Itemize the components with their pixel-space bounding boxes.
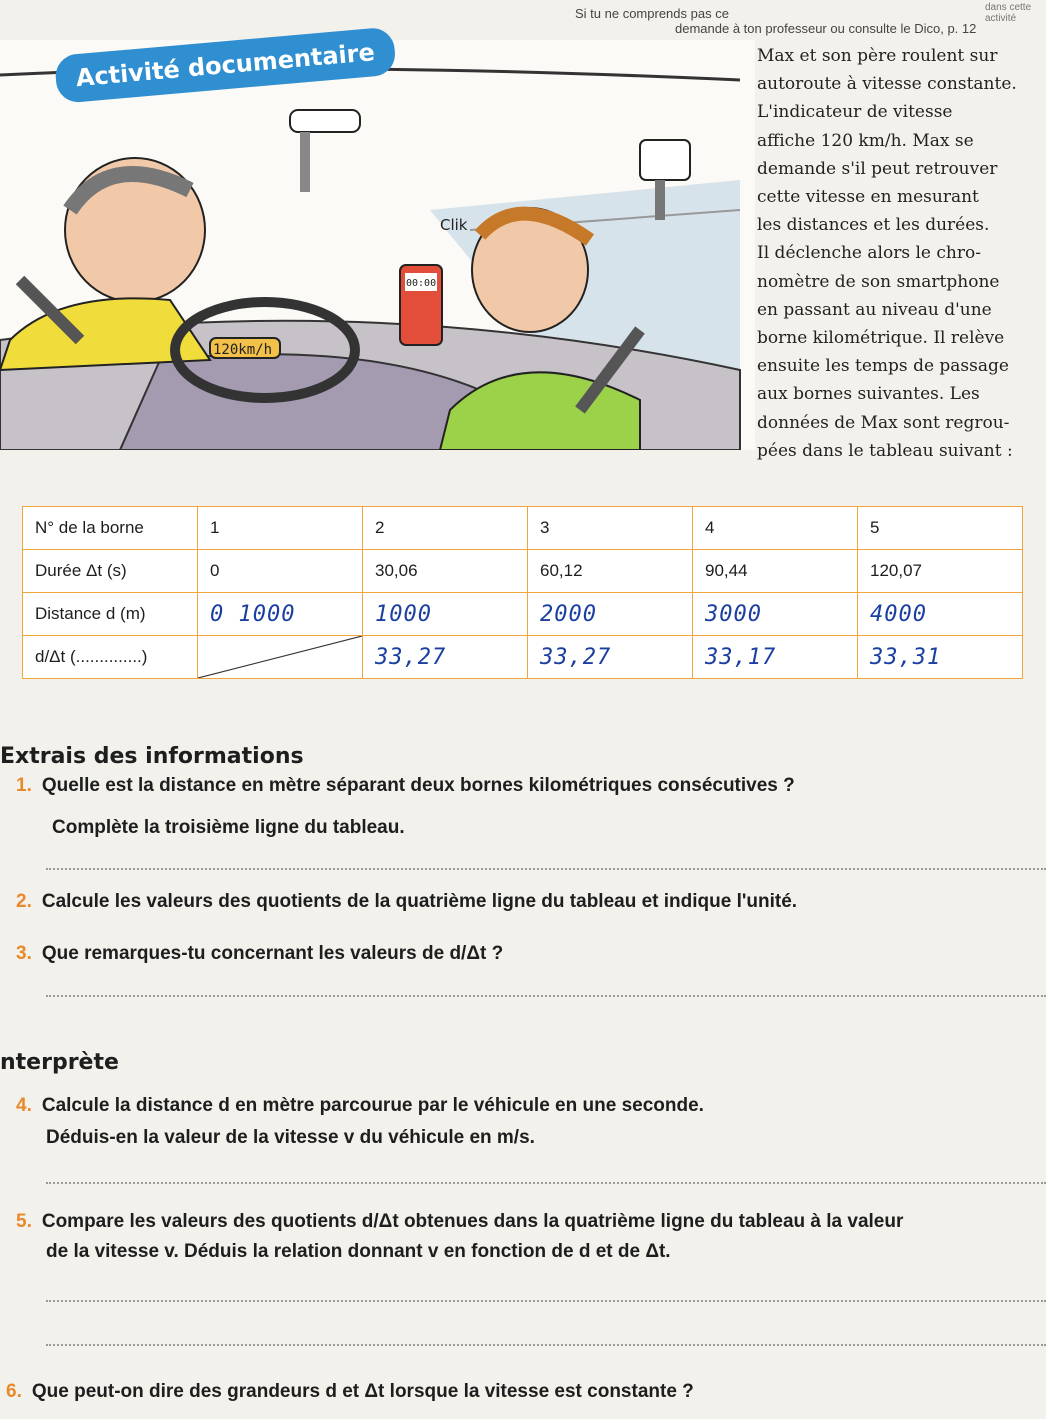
section-title-extrais: Extrais des informations	[0, 744, 304, 769]
intro-line: Il déclenche alors le chro-	[757, 243, 981, 264]
question-number: 1.	[16, 775, 32, 796]
intro-line: autoroute à vitesse constante.	[757, 74, 1017, 95]
question-1-sub: Complète la troisième ligne du tableau.	[52, 817, 405, 838]
intro-text	[757, 42, 1027, 465]
question-4-sub: Déduis-en la valeur de la vitesse v du véhicule en m/s.	[46, 1127, 535, 1148]
help-note-line2: demande à ton professeur ou consulte le Dico, p. 12	[675, 21, 977, 36]
intro-line: affiche 120 km/h. Max se	[757, 130, 974, 151]
activity-title: Activité documentaire	[54, 26, 397, 103]
crossed-cell	[198, 636, 362, 678]
cell-distance-4[interactable]: 3000	[693, 593, 858, 636]
intro-line: cette vitesse en mesurant	[757, 187, 979, 208]
answer-line[interactable]	[46, 868, 1046, 870]
intro-line: ensuite les temps de passage	[757, 356, 1009, 377]
intro-line: Max et son père roulent sur	[757, 46, 998, 66]
question-4	[16, 1092, 1036, 1119]
cell-borne-5: 5	[858, 507, 1023, 550]
intro-line: pées dans le tableau suivant :	[757, 440, 1013, 461]
question-text: Calcule les valeurs des quotients de la quatrième ligne du tableau et indique l'unité.	[41, 891, 798, 912]
cell-borne-3: 3	[528, 507, 693, 550]
cell-duree-3: 60,12	[528, 550, 693, 593]
question-text: Calcule la distance d en mètre parcourue par le véhicule en une seconde.	[41, 1095, 704, 1116]
question-3	[16, 940, 1036, 967]
table-row-bornes	[23, 507, 1023, 550]
answer-line[interactable]	[46, 995, 1046, 997]
help-note	[575, 6, 976, 36]
question-number: 2.	[16, 891, 32, 912]
cell-quotient-1	[198, 636, 363, 679]
speed-display: 120km/h	[213, 342, 273, 358]
data-table-area	[0, 466, 1046, 681]
cell-borne-4: 4	[693, 507, 858, 550]
answer-line[interactable]	[46, 1300, 1046, 1302]
intro-line: L'indicateur de vitesse	[757, 102, 953, 123]
click-text: Clik	[440, 216, 468, 234]
data-table	[22, 506, 1023, 679]
question-text: Quelle est la distance en mètre séparant deux bornes kilométriques consécutives ?	[41, 775, 795, 796]
intro-line: demande s'il peut retrouver	[757, 158, 998, 179]
intro-line: nomètre de son smartphone	[757, 271, 1000, 292]
cell-duree-4: 90,44	[693, 550, 858, 593]
question-1	[16, 772, 1036, 799]
question-number: 5.	[16, 1211, 32, 1232]
question-5	[16, 1208, 1036, 1235]
intro-line: données de Max sont regrou-	[757, 412, 1010, 433]
cell-distance-3[interactable]: 2000	[528, 593, 693, 636]
question-2	[16, 888, 1036, 915]
table-row-quotients	[23, 636, 1023, 679]
car-illustration	[0, 40, 755, 450]
intro-line: les distances et les durées.	[757, 215, 990, 236]
cell-duree-5: 120,07	[858, 550, 1023, 593]
corner-note: dans cette activité	[985, 2, 1032, 24]
cell-borne-2: 2	[363, 507, 528, 550]
question-5-sub: de la vitesse v. Déduis la relation donnant v en fonction de d et de Δt.	[46, 1241, 671, 1262]
intro-line: en passant au niveau d'une	[757, 299, 992, 320]
answer-line[interactable]	[46, 1344, 1046, 1346]
cell-distance-5[interactable]: 4000	[858, 593, 1023, 636]
cell-duree-1: 0	[198, 550, 363, 593]
question-6	[6, 1378, 1026, 1405]
intro-line: aux bornes suivantes. Les	[757, 384, 980, 405]
help-note-line1: Si tu ne comprends pas ce	[575, 6, 729, 21]
cell-distance-1[interactable]: 0 1000	[198, 593, 363, 636]
cell-quotient-4[interactable]: 33,17	[693, 636, 858, 679]
cell-duree-2: 30,06	[363, 550, 528, 593]
question-number: 6.	[6, 1381, 22, 1402]
question-number: 3.	[16, 943, 32, 964]
cell-quotient-2[interactable]: 33,27	[363, 636, 528, 679]
cell-distance-2[interactable]: 1000	[363, 593, 528, 636]
cell-quotient-5[interactable]: 33,31	[858, 636, 1023, 679]
question-text: Que peut-on dire des grandeurs d et Δt lorsque la vitesse est constante ?	[31, 1381, 694, 1402]
cell-borne-1: 1	[198, 507, 363, 550]
row-header-quotient: d/Δt (..............)	[23, 636, 198, 679]
table-row-durees	[23, 550, 1023, 593]
table-row-distances	[23, 593, 1023, 636]
question-text: Compare les valeurs des quotients d/Δt obtenues dans la quatrième ligne du tableau à la valeur	[41, 1211, 904, 1232]
phone-time: 00:00	[406, 278, 437, 289]
row-header-duree: Durée Δt (s)	[23, 550, 198, 593]
question-number: 4.	[16, 1095, 32, 1116]
answer-line[interactable]	[46, 1182, 1046, 1184]
question-text: Que remarques-tu concernant les valeurs de d/Δt ?	[41, 943, 504, 964]
section-title-interprete: nterprète	[0, 1050, 119, 1075]
row-header-distance: Distance d (m)	[23, 593, 198, 636]
intro-line: borne kilométrique. Il relève	[757, 328, 1005, 349]
cell-quotient-3[interactable]: 33,27	[528, 636, 693, 679]
row-header-borne: N° de la borne	[23, 507, 198, 550]
